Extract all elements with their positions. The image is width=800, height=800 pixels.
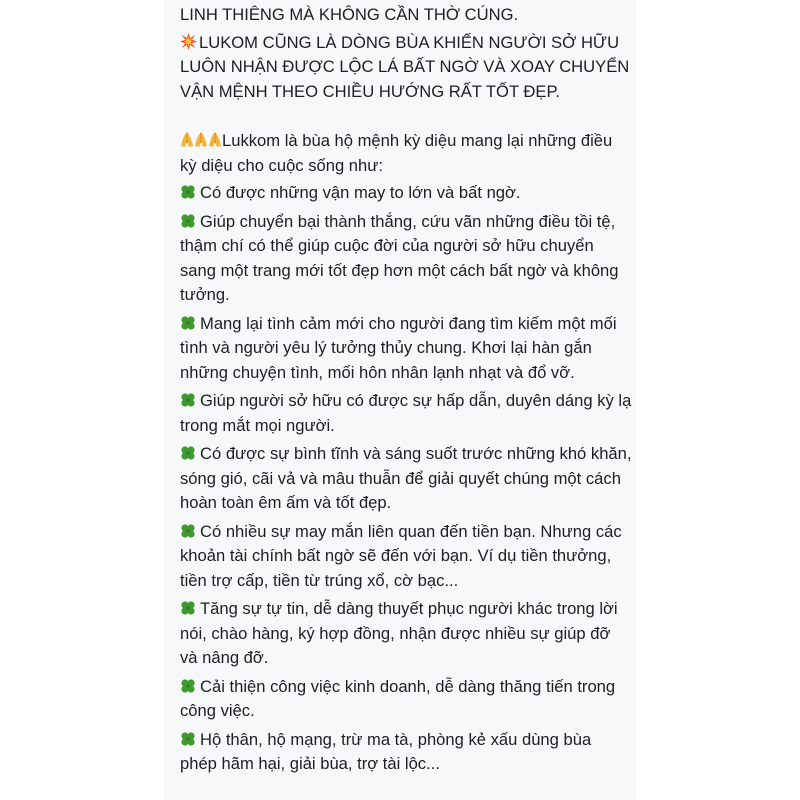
bullet-text: Giúp chuyển bại thành thắng, cứu vãn những điều tồi tệ, thậm chí có thể giúp cuộc đời của người sở hữu chuyển sang một trang mới tốt đẹp hơn một cách bất ngờ và không tưởng. [180, 211, 619, 304]
four-leaf-clover-icon [180, 315, 196, 331]
intro-line-text: LUKOM CŨNG LÀ DÒNG BÙA KHIẾN NGƯỜI SỞ HỮU LUÔN NHẬN ĐƯỢC LỘC LÁ BẤT NGỜ VÀ XOAY CHUYỂN VẬN MỆNH THEO CHIỀU HƯỚNG RẤT TỐT ĐẸP. [180, 32, 630, 101]
bullet-item-8 [180, 675, 632, 724]
bullet-text: Có nhiều sự may mắn liên quan đến tiền bạn. Nhưng các khoản tài chính bất ngờ sẽ đến với bạn. Ví dụ tiền thưởng, tiền trợ cấp, tiền từ trúng xổ, cờ bạc... [180, 521, 622, 590]
intro-line-2 [180, 31, 632, 105]
bullet-item-9 [180, 728, 632, 777]
intro-line-1 [180, 3, 632, 28]
four-leaf-clover-icon [180, 678, 196, 694]
post-card [164, 0, 636, 800]
bullet-item-3 [180, 312, 632, 386]
bullet-item-7 [180, 597, 632, 671]
lead-paragraph [180, 129, 632, 178]
bullet-text: Cải thiện công việc kinh doanh, dễ dàng thăng tiến trong công việc. [180, 676, 616, 720]
four-leaf-clover-icon [180, 731, 196, 747]
four-leaf-clover-icon [180, 523, 196, 539]
bullet-text: Có được sự bình tĩnh và sáng suốt trước những khó khăn, sóng gió, cãi vả và mâu thuẫn để giải quyết chúng một cách hoàn toàn êm ấm và tốt đẹp. [180, 444, 632, 512]
folded-hands-icon [194, 131, 208, 148]
bullet-list [180, 181, 632, 777]
four-leaf-clover-icon [180, 600, 196, 616]
four-leaf-clover-icon [180, 392, 196, 408]
collision-icon [180, 33, 197, 50]
bullet-item-2 [180, 210, 632, 308]
four-leaf-clover-icon [180, 213, 196, 229]
bullet-text: Tăng sự tự tin, dễ dàng thuyết phục người khác trong lời nói, chào hàng, ký hợp đồng, nhận được nhiều sự giúp đỡ và nâng đỡ. [180, 599, 618, 667]
bullet-item-5 [180, 442, 632, 516]
intro-line-text: LINH THIÊNG MÀ KHÔNG CẦN THỜ CÚNG. [180, 5, 519, 24]
paragraph-gap [180, 107, 632, 129]
bullet-item-4 [180, 389, 632, 438]
four-leaf-clover-icon [180, 184, 196, 200]
folded-hands-icon [180, 131, 194, 148]
bullet-text: Mang lại tình cảm mới cho người đang tìm kiếm một mối tình và người yêu lý tưởng thủy chung. Khơi lại hàn gắn những chuyện tình, mối hôn nhân lạnh nhạt và đổ vỡ. [180, 313, 617, 382]
bullet-text: Giúp người sở hữu có được sự hấp dẫn, duyên dáng kỳ lạ trong mắt mọi người. [180, 391, 632, 435]
bullet-text: Có được những vận may to lớn và bất ngờ. [200, 183, 521, 202]
lead-text: Lukkom là bùa hộ mệnh kỳ diệu mang lại những điều kỳ diệu cho cuộc sống như: [180, 131, 613, 175]
folded-hands-icon [208, 131, 222, 148]
post-text [180, 0, 632, 781]
bullet-item-1 [180, 181, 632, 206]
bullet-text: Hộ thân, hộ mạng, trừ ma tà, phòng kẻ xấu dùng bùa phép hãm hại, giải bùa, trợ tài lộc... [180, 729, 592, 773]
bullet-item-6 [180, 520, 632, 594]
four-leaf-clover-icon [180, 445, 196, 461]
